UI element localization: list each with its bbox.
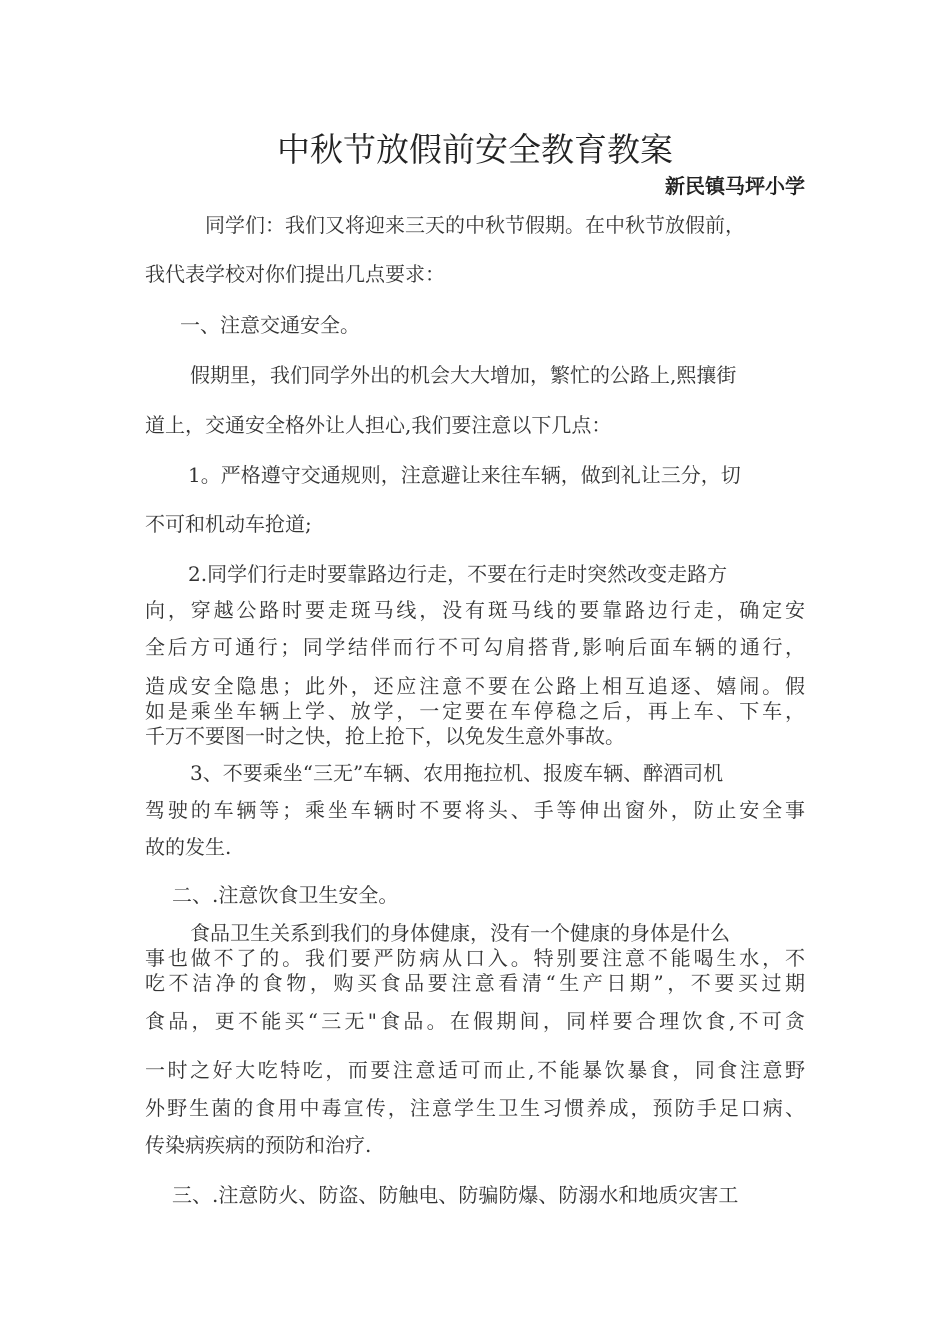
text-line: 3、不要乘坐“三无”车辆、农用拖拉机、报废车辆、醉酒司机: [190, 761, 724, 785]
text-line: 假期里，我们同学外出的机会大大增加，繁忙的公路上,熙攘街: [190, 363, 737, 387]
text-line: 故的发生.: [145, 835, 232, 859]
text-line: 1。严格遵守交通规则，注意避让来往车辆，做到礼让三分，切: [188, 463, 741, 487]
text-line: 不可和机动车抢道;: [145, 512, 312, 536]
text-line: 如是乘坐车辆上学、放学，一定要在车停稳之后，再上车、下车，: [145, 699, 805, 723]
school-name: 新民镇马坪小学: [665, 174, 805, 198]
text-line: 我代表学校对你们提出几点要求：: [145, 262, 445, 286]
text-line: 道上，交通安全格外让人担心,我们要注意以下几点：: [145, 413, 612, 437]
text-line: 食品，更不能买“三无"食品。在假期间，同样要合理饮食,不可贪: [145, 1009, 805, 1033]
text-line: 向，穿越公路时要走斑马线，没有斑马线的要靠路边行走，确定安: [145, 598, 805, 622]
text-line: 食品卫生关系到我们的身体健康，没有一个健康的身体是什么: [190, 921, 730, 945]
text-line: 千万不要图一时之快，抢上抢下，以免发生意外事故。: [145, 724, 625, 748]
document-title: 中秋节放假前安全教育教案: [277, 130, 673, 169]
text-line: 同学们：我们又将迎来三天的中秋节假期。在中秋节放假前，: [205, 213, 745, 237]
section-heading: 三、.注意防火、防盗、防触电、防骗防爆、防溺水和地质灾害工: [172, 1183, 739, 1207]
text-line: 2.同学们行走时要靠路边行走，不要在行走时突然改变走路方: [188, 562, 728, 586]
section-heading: 二、.注意饮食卫生安全。: [172, 883, 399, 907]
section-heading: 一、注意交通安全。: [180, 313, 360, 337]
text-line: 驾驶的车辆等；乘坐车辆时不要将头、手等伸出窗外，防止安全事: [145, 798, 805, 822]
text-line: 一时之好大吃特吃，而要注意适可而止,不能暴饮暴食，同食注意野: [145, 1058, 805, 1082]
text-line: 传染病疾病的预防和治疗.: [145, 1133, 372, 1157]
text-line: 吃不洁净的食物，购买食品要注意看清“生产日期”，不要买过期: [145, 971, 805, 995]
text-line: 事也做不了的。我们要严防病从口入。特别要注意不能喝生水，不: [145, 946, 805, 970]
text-line: 造成安全隐患；此外，还应注意不要在公路上相互追逐、嬉闹。假: [145, 674, 805, 698]
text-line: 全后方可通行；同学结伴而行不可勾肩搭背,影响后面车辆的通行，: [145, 635, 805, 659]
text-line: 外野生菌的食用中毒宣传，注意学生卫生习惯养成，预防手足口病、: [145, 1096, 805, 1120]
